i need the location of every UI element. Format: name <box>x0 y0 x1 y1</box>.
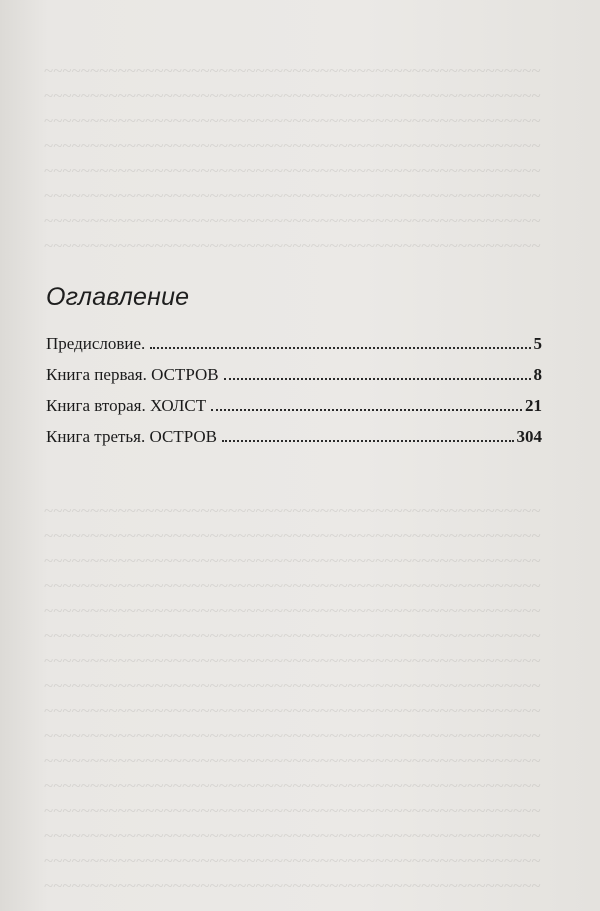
toc-entry-title: Книга первая. ОСТРОВ <box>46 365 219 384</box>
toc-heading: Оглавление <box>46 283 190 311</box>
toc-entry-page: 8 <box>533 365 542 384</box>
toc-entry-title: Предисловие. <box>46 334 146 353</box>
toc-entry-book-one[interactable] <box>46 365 542 395</box>
toc-entry-title: Книга третья. ОСТРОВ <box>46 427 217 446</box>
toc-leader-dots <box>224 378 531 380</box>
table-of-contents <box>46 283 542 458</box>
toc-leader-dots <box>150 347 530 349</box>
toc-entry-page: 304 <box>516 427 542 446</box>
toc-entry-page: 21 <box>525 396 542 415</box>
toc-entry-book-three[interactable] <box>46 427 542 457</box>
bleed-through-text-bottom: ~~~~~~~~~~~~~~~~~~~~~~~~~~~~~~~~~~~~~~~~~~~~~~~~~~~~~~ ~~~~~~~~~~~~~~~~~~~~~~~~~~~~~~~~~~~~~~~~~~~~~~~~~~~~~~ ~~~~~~~~~~~~~~~~~~~~~~~~~~~~~~~~~~~~~~~~~~~~~~~~~~~~~~ ~~~~~~~~~~~~~~~~~~~~~~~~~~~~~~~~~~~~~~~~~~~~~~~~~~~~~~ ~~~~~~~~~~~~~~~~~~~~~~~~~~~~~~~~~~~~~~~~~~~~~~~~~~~~~~ ~~~~~~~~~~~~~~~~~~~~~~~~~~~~~~~~~~~~~~~~~~~~~~~~~~~~~~ ~~~~~~~~~~~~~~~~~~~~~~~~~~~~~~~~~~~~~~~~~~~~~~~~~~~~~~ ~~~~~~~~~~~~~~~~~~~~~~~~~~~~~~~~~~~~~~~~~~~~~~~~~~~~~~ ~~~~~~~~~~~~~~~~~~~~~~~~~~~~~~~~~~~~~~~~~~~~~~~~~~~~~~ ~~~~~~~~~~~~~~~~~~~~~~~~~~~~~~~~~~~~~~~~~~~~~~~~~~~~~~ ~~~~~~~~~~~~~~~~~~~~~~~~~~~~~~~~~~~~~~~~~~~~~~~~~~~~~~ ~~~~~~~~~~~~~~~~~~~~~~~~~~~~~~~~~~~~~~~~~~~~~~~~~~~~~~ ~~~~~~~~~~~~~~~~~~~~~~~~~~~~~~~~~~~~~~~~~~~~~~~~~~~~~~ ~~~~~~~~~~~~~~~~~~~~~~~~~~~~~~~~~~~~~~~~~~~~~~~~~~~~~~ ~~~~~~~~~~~~~~~~~~~~~~~~~~~~~~~~~~~~~~~~~~~~~~~~~~~~~~ ~~~~~~~~~~~~~~~~~~~~~~~~~~~~~~~~~~~~~~~~~~~~~~~~~~~~~~ <box>44 501 541 895</box>
toc-leader-dots <box>222 440 514 442</box>
toc-entry-book-two[interactable] <box>46 396 542 426</box>
toc-list <box>46 334 542 457</box>
toc-entry-preface[interactable] <box>46 334 542 364</box>
toc-entry-title: Книга вторая. ХОЛСТ <box>46 396 207 415</box>
bleed-through-text-top: ~~~~~~~~~~~~~~~~~~~~~~~~~~~~~~~~~~~~~~~~~~~~~~~~~~~~~~ ~~~~~~~~~~~~~~~~~~~~~~~~~~~~~~~~~~~~~~~~~~~~~~~~~~~~~~ ~~~~~~~~~~~~~~~~~~~~~~~~~~~~~~~~~~~~~~~~~~~~~~~~~~~~~~ ~~~~~~~~~~~~~~~~~~~~~~~~~~~~~~~~~~~~~~~~~~~~~~~~~~~~~~ ~~~~~~~~~~~~~~~~~~~~~~~~~~~~~~~~~~~~~~~~~~~~~~~~~~~~~~ ~~~~~~~~~~~~~~~~~~~~~~~~~~~~~~~~~~~~~~~~~~~~~~~~~~~~~~ ~~~~~~~~~~~~~~~~~~~~~~~~~~~~~~~~~~~~~~~~~~~~~~~~~~~~~~ ~~~~~~~~~~~~~~~~~~~~~~~~~~~~~~~~~~~~~~~~~~~~~~~~~~~~~~ <box>44 61 541 255</box>
toc-leader-dots <box>211 409 522 411</box>
toc-entry-page: 5 <box>533 334 542 353</box>
